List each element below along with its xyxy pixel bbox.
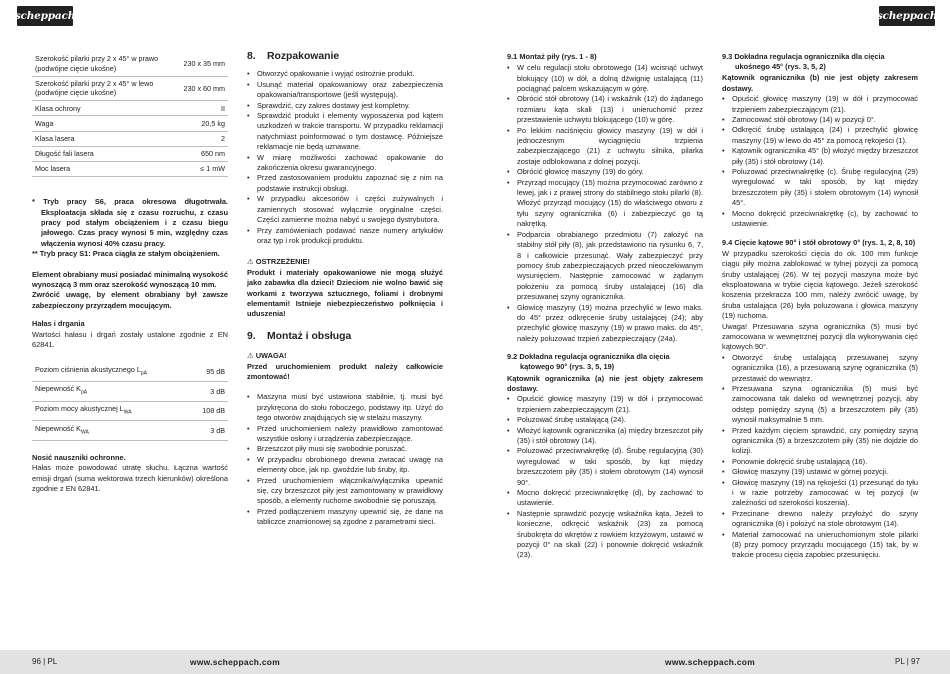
list-item: • Otworzyć śrubę ustalającą przesuwanej szyny ogranicznika (16), a przesuwaną szynę ogranicznika (5) przestawić do wewnątrz. [722,353,918,384]
list-item: • Mocno dokręcić przeciwnakrętkę (c), by zachować to ustawienie. [722,209,918,230]
list-item: • W przypadku akcesoriów i części zużywalnych i zamiennych stosować wyłącznie oryginalne części. Części zamienne można nabyć u swojego dystrybutora. [247,194,443,225]
row-value: 3 dB [190,382,228,402]
list-item: • Obrócić głowicę maszyny (19) do góry. [507,167,703,177]
row-value: ≤ 1 mW [180,161,228,176]
warning-1-text: Produkt i materiały opakowaniowe nie mogą służyć jako zabawka dla dzieci! Dzieciom nie wolno bawić się workami z tworzywa sztucznego, foliami i drobnymi elementami! Istnieje niebezpieczeństwo połknięcia i uduszenia! [247,267,443,319]
list-item: • Otworzyć opakowanie i wyjąć ostrożnie produkt. [247,69,443,79]
website-link-right[interactable]: www.scheppach.com [665,657,755,667]
workpiece-note-2: Zwrócić uwagę, by element obrabiany był zawsze zabezpieczony przyrządem mocującym. [32,290,228,310]
table-row [32,421,228,441]
row-label: Długość fali lasera [32,146,180,161]
list-item: • Usunąć materiał opakowaniowy oraz zabezpieczenia opakowania/transportowe (jeśli występują). [247,80,443,101]
row-value: 2 [180,131,228,146]
fine-adjust-90-list [507,394,703,561]
list-item: • Brzeszczot piły musi się swobodnie poruszać. [247,444,443,454]
section-9-3-heading: 9.3 Dokładna regulacja ogranicznika dla cięcia ukośnego 45° (rys. 3, 5, 2) [722,52,885,72]
section-9-2-subtitle: Kątownik ogranicznika (a) nie jest objęty zakresem dostawy. [507,373,703,393]
list-item: • Zamocować stół obrotowy (14) w pozycji 0°. [722,115,918,125]
ear-protection-text: Hałas może powodować utratę słuchu. Łączna wartość emisji drgań (suma wektorowa trzech kierunków) określona zgodnie z EN 62841. [32,463,228,494]
noise-title: Hałas i drgania [32,319,85,329]
workpiece-note: Element obrabiany musi posiadać minimalną wysokość wynoszącą 3 mm oraz szerokość wynoszącą 10 mm. [32,269,228,289]
list-item: • Maszyna musi być ustawiona stabilnie, tj. musi być przykręcona do stołu roboczego, podstawy itp. Użyć do tego otworów znajdujących się w stelażu maszyny. [247,392,443,423]
list-item: • W przypadku obrobionego drewna zwracać uwagę na elementy obce, jak np. gwoździe lub śruby, itp. [247,455,443,476]
warning-triangle-icon: ⚠ [247,257,254,267]
list-item: • Przed podłączeniem maszyny upewnić się, że dane na tabliczce znamionowej są zgodne z parametrami sieci. [247,507,443,528]
cross-cut-list [722,353,918,561]
table-row [32,401,228,421]
list-item: • Kątownik ogranicznika 45° (b) włożyć między brzeszczot piły (35) i stół obrotowy (14). [722,146,918,167]
list-item: • Głowicę maszyny (19) ustawić w górnej pozycji. [722,467,918,477]
list-item: • Następnie sprawdzić pozycję wskaźnika kąta. Jeżeli to konieczne, odkręcić wskaźnik (23) za pomocą śrubokręta do wkrętów z rowkiem krzyżowym, ustawić w pozycji 0° na skali (22) i ponownie dokręcić wskaźnik (23). [507,509,703,561]
list-item: • Opuścić głowicę maszyny (19) w dół i przymocować trzpieniem zabezpieczającym (21). [507,394,703,415]
list-item: • Głowicę maszyny (19) można przechylić w lewo maks. do 45° przez odkręcenie śruby ustalającej (24); aby przechylić głowicę maszyny (19) w prawo maks. do 45°, należy poluzować trzpień zabezpieczający (24a). [507,303,703,345]
list-item: • Przecinane drewno należy przyłożyć do szyny ogranicznika (6) i położyć na stole obrotowym (14). [722,509,918,530]
section-9-heading: 9. Montaż i obsługa [247,330,352,342]
table-row [32,161,228,176]
row-value: 230 x 60 mm [180,76,228,101]
column-1 [32,52,228,495]
section-9-1-heading: 9.1 Montaż piły (rys. 1 - 8) [507,52,597,61]
row-label: Klasa lasera [32,131,180,146]
row-label: Niepewność $K_{WA}$ [32,421,190,441]
row-label: Szerokość pilarki przy 2 x 45° w lewo (podwójne cięcie ukośne) [32,76,180,101]
list-item: • Przed uruchomieniem należy prawidłowo zamontować wszystkie osłony i urządzenia zabezpieczające. [247,424,443,445]
list-item: • Poluzować przeciwnakrętkę (d). Śrubę regulacyjną (30) wyregulować w taki sposób, by kąt między brzeszczotem piły (35) i stołem obrotowym (14) wynosił 90°. [507,446,703,488]
saw-mount-list [507,63,703,344]
list-item: • Przed uruchomieniem włącznika/wyłącznika upewnić się, czy brzeszczot piły jest zamontowany w prawidłowy sposób, a elementy ruchome swobodnie się poruszają. [247,476,443,507]
fine-adjust-45-list [722,94,918,229]
section-9-4-heading: 9.4 Cięcie kątowe 90° i stół obrotowy 0° (rys. 1, 2, 8, 10) [722,237,916,247]
noise-text: Wartości hałasu i drgań zostały ustalone zgodnie z EN 62841. [32,329,228,349]
row-label: Moc lasera [32,161,180,176]
table-row [32,146,228,161]
table-row [32,362,228,381]
noise-table [32,362,228,441]
list-item: • Mocno dokręcić przeciwnakrętkę (d), by zachować to ustawienie. [507,488,703,509]
table-row [32,116,228,131]
row-label: Waga [32,116,180,131]
brand-logo-left: scheppach [17,6,73,26]
table-row [32,382,228,402]
section-9-4-note: Uwaga! Przesuwana szyna ogranicznika (5) musi być zamocowana w wewnętrznej pozycji dla wykonywania cięć kątowych 90°. [722,321,918,352]
row-value: II [180,101,228,116]
list-item: • Głowicę maszyny (19) na rękojeści (1) przesunąć do tyłu i w razie potrzeby zamocować w tej pozycji (w zależności od szerokości koszenia). [722,478,918,509]
row-label: Klasa ochrony [32,101,180,116]
list-item: • Włożyć kątownik ogranicznika (a) między brzeszczot piły (35) i stół obrotowy (14). [507,426,703,447]
list-item: • Przy zamówieniach podawać nasze numery artykułów oraz typ i rok produkcji produktu. [247,226,443,247]
list-item: • Po lekkim naciśnięciu głowicy maszyny (19) w dół i jednoczesnym wyciągnięciu trzpienia zabezpieczającego (21) z uchwytu silnika, pilarka zostaje odblokowana z dolnej pozycji. [507,126,703,168]
website-link-left[interactable]: www.scheppach.com [190,657,280,667]
warning-2-text: Przed uruchomieniem produkt należy całkowicie zmontować! [247,361,443,381]
list-item: • Sprawdzić, czy zakres dostawy jest kompletny. [247,101,443,111]
warning-1-title: ⚠ OSTRZEŻENIE! [247,257,310,267]
list-item: • Poluzować śrubę ustalającą (24). [507,415,703,425]
list-item: • Poluzować przeciwnakrętkę (c). Śrubę regulacyjną (29) wyregulować w taki sposób, by kąt między brzeszczotem piły (35) i stołem obrotowym (14) wynosił 45°. [722,167,918,209]
column-3 [507,52,703,561]
list-item: • Obrócić stół obrotowy (14) i wskaźnik (12) do żądanego rozmiaru kąta skali (13) i unieruchomić przez przestawienie uchwytu blokującego (10) w górę. [507,94,703,125]
section-9-2-heading: 9.2 Dokładna regulacja ogranicznika dla cięcia kątowego 90° (rys. 3, 5, 19) [507,352,670,372]
list-item: • Sprawdzić produkt i elementy wyposażenia pod kątem uszkodzeń w trakcie transportu. W przypadku reklamacji natychmiast poinformować o tym dostawcę. Późniejsze reklamacje nie będą uznawane. [247,111,443,153]
row-label: Szerokość pilarki przy 2 x 45° w prawo (podwójne cięcie ukośne) [32,52,180,76]
section-9-3-subtitle: Kątownik ogranicznika (b) nie jest objęty zakresem dostawy. [722,73,918,93]
warning-2-title: ⚠ UWAGA! [247,351,287,361]
mount-list [247,392,443,527]
row-value: 230 x 35 mm [180,52,228,76]
row-value: 650 nm [180,146,228,161]
section-8-heading: 8. Rozpakowanie [247,51,340,62]
list-item: • Przed zastosowaniem produktu zapoznać się z nim na podstawie instrukcji obsługi. [247,173,443,194]
row-value: 3 dB [190,421,228,441]
list-item: • Materiał zamocować na unieruchomionym stole pilarki (8) przy pomocy przyrządu mocującego (15) tak, by w trakcie procesu cięcia zapobiec przesunięciu. [722,530,918,561]
row-label: Poziom mocy akustycznej $L_{WA}$ [32,401,190,421]
column-2 [247,52,443,528]
section-9-4-text: W przypadku szerokości cięcia do ok. 100 mm funkcje ciągu piły można zablokować w tylnej pozycji za pomocą śruby ustalającej (26). W tej pozycji maszyna może być eksploatowana w trybie cięcia kątowego. Jeżeli szerokość koszenia przekracza 100 mm, należy zwrócić uwagę, by śruba ustalająca (26) była poluzowana i głowica maszyny (19) ruchoma. [722,248,918,321]
row-value: 108 dB [190,401,228,421]
row-value: 95 dB [190,362,228,381]
table-row [32,52,228,76]
row-value: 20,5 kg [180,116,228,131]
list-item: • W celu regulacji stołu obrotowego (14) wcisnąć uchwyt blokujący (10) w dół, a dolną dźwignię ustalającą (11) pociągnąć palcem wskazującym w górę. [507,63,703,94]
ear-protection-title: Nosić nauszniki ochronne. [32,452,126,462]
list-item: • Przyrząd mocujący (15) można przymocować zarówno z lewej, jak i z prawej strony do stabilnego stołu pilarki (8). Włożyć przyrząd mocujący (15) do właściwego otworu z tyłu szyny ogranicznika (6) i zabezpieczyć go tą nakrętką. [507,178,703,230]
page-number-left: 96 | PL [32,657,58,666]
list-item: • Opuścić głowicę maszyny (19) w dół i przymocować trzpieniem zabezpieczającym (21). [722,94,918,115]
list-item: • W miarę możliwości zachować opakowanie do zakończenia okresu gwarancyjnego. [247,153,443,174]
list-item: • Przed każdym cięciem sprawdzić, czy pomiędzy szyną ogranicznika (5) a brzeszczotem piły (35) nie dojdzie do kolizji. [722,426,918,457]
row-label: Niepewność $K_{pA}$ [32,382,190,402]
unpack-list [247,69,443,246]
list-item: • Ponownie dokręcić śrubę ustalającą (16). [722,457,918,467]
table-row [32,131,228,146]
row-label: Poziom ciśnienia akustycznego $L_{pA}$ [32,362,190,381]
page-number-right: PL | 97 [895,657,920,666]
operating-mode-note-2: ** Tryb pracy S1: Praca ciągła ze stałym obciążeniem. [32,249,220,259]
brand-logo-right: scheppach [879,6,935,26]
page-footer [0,650,950,674]
warning-triangle-icon: ⚠ [247,351,254,361]
table-row [32,101,228,116]
list-item: • Przesuwana szyna ogranicznika (5) musi być zamocowana tak daleko od wewnętrznej pozycji, aby odstęp pomiędzy szyną (5) a brzeszczotem piły (35) wynosił maksymalnie 5 mm. [722,384,918,426]
list-item: • Odkręcić śrubę ustalającą (24) i przechylić głowicę maszyny (19) w lewo do 45° za pomocą rękojeści (1). [722,125,918,146]
column-4 [722,52,918,561]
spec-table [32,52,228,177]
table-row [32,76,228,101]
operating-mode-note-1: * Tryb pracy S6, praca okresowa długotrwała. Eksploatacja składa się z czasu rozruchu, z czasu pracy pod stałym obciążeniem i z czasu biegu jałowego. Czas pracy wynosi 5 min, względny czas włączenia wynosi 40% czasu pracy. [32,197,228,248]
list-item: • Podparcia obrabianego przedmiotu (7) założyć na stabilny stół piły (8), jak przedstawiono na rysunku 6, 7, 8 i całkowicie przesunąć. Wały zabezpieczyć przy pomocy śrub zabezpieczających przed nieoczekiwanym wysunięciem. Następnie zamocować w żądanym położeniu za pomocą śruby ustalającej (16) dla przesuwanej szyny ogranicznika. [507,230,703,303]
